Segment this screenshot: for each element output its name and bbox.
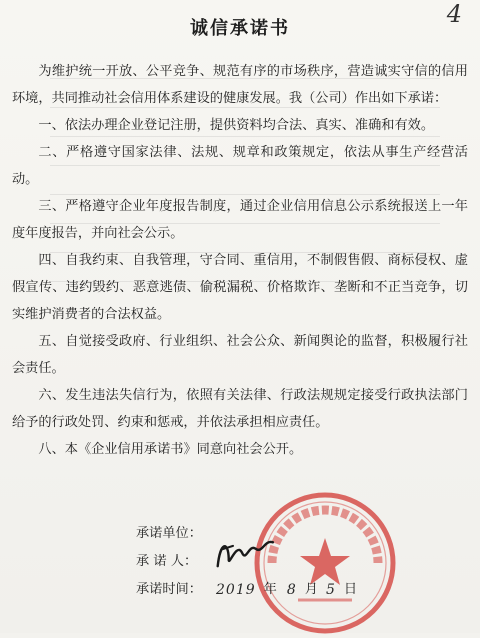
document-title: 诚信承诺书 xyxy=(190,18,290,39)
date-year: 2019 xyxy=(216,582,256,598)
commitment-item-5: 五、自觉接受政府、行业组织、社会公众、新闻舆论的监督，积极履行社会责任。 xyxy=(12,334,468,376)
day-char: 日 xyxy=(343,582,358,597)
year-char: 年 xyxy=(263,582,277,597)
commitment-item-4: 四、自我约束、自我管理，守合同、重信用，不制假售假、商标侵权、虚假宣传、违约毁约、恶意逃债、偷税漏税、价格欺诈、垄断和不正当竞争，切实维护消费者的合法权益。 xyxy=(12,253,468,322)
date-day: 5 xyxy=(325,582,336,598)
signing-unit-label: 承诺单位： xyxy=(136,526,202,541)
commitment-item-1: 一、依法办理企业登记注册，提供资料均合法、真实、准确和有效。 xyxy=(38,118,435,133)
commitment-item-6: 六、发生违法失信行为，依照有关法律、行政法规规定接受行政执法部门给予的行政处罚、约束和惩戒，并依法承担相应责任。 xyxy=(12,388,468,430)
handwritten-page-number: 4 xyxy=(446,0,462,28)
date-month: 8 xyxy=(286,582,297,598)
signing-person-label: 承 诺 人： xyxy=(136,554,198,569)
intro-paragraph: 为维护统一开放、公平竞争、规范有序的市场秩序，营造诚实守信的信用环境，共同推动社会信用体系建设的健康发展。我（公司）作出如下承诺： xyxy=(12,64,468,106)
commitment-item-3: 三、严格遵守企业年度报告制度，通过企业信用信息公示系统报送上一年度年度报告，并向社会公示。 xyxy=(12,199,468,241)
month-char: 月 xyxy=(304,582,318,597)
commitment-body xyxy=(12,58,468,463)
signing-time-row xyxy=(136,576,357,604)
signing-time-label: 承诺时间： xyxy=(136,582,202,597)
commitment-item-8: 八、本《企业信用承诺书》同意向社会公开。 xyxy=(38,442,303,457)
commitment-item-2: 二、严格遵守国家法律、法规、规章和政策规定，依法从事生产经营活动。 xyxy=(12,145,468,187)
